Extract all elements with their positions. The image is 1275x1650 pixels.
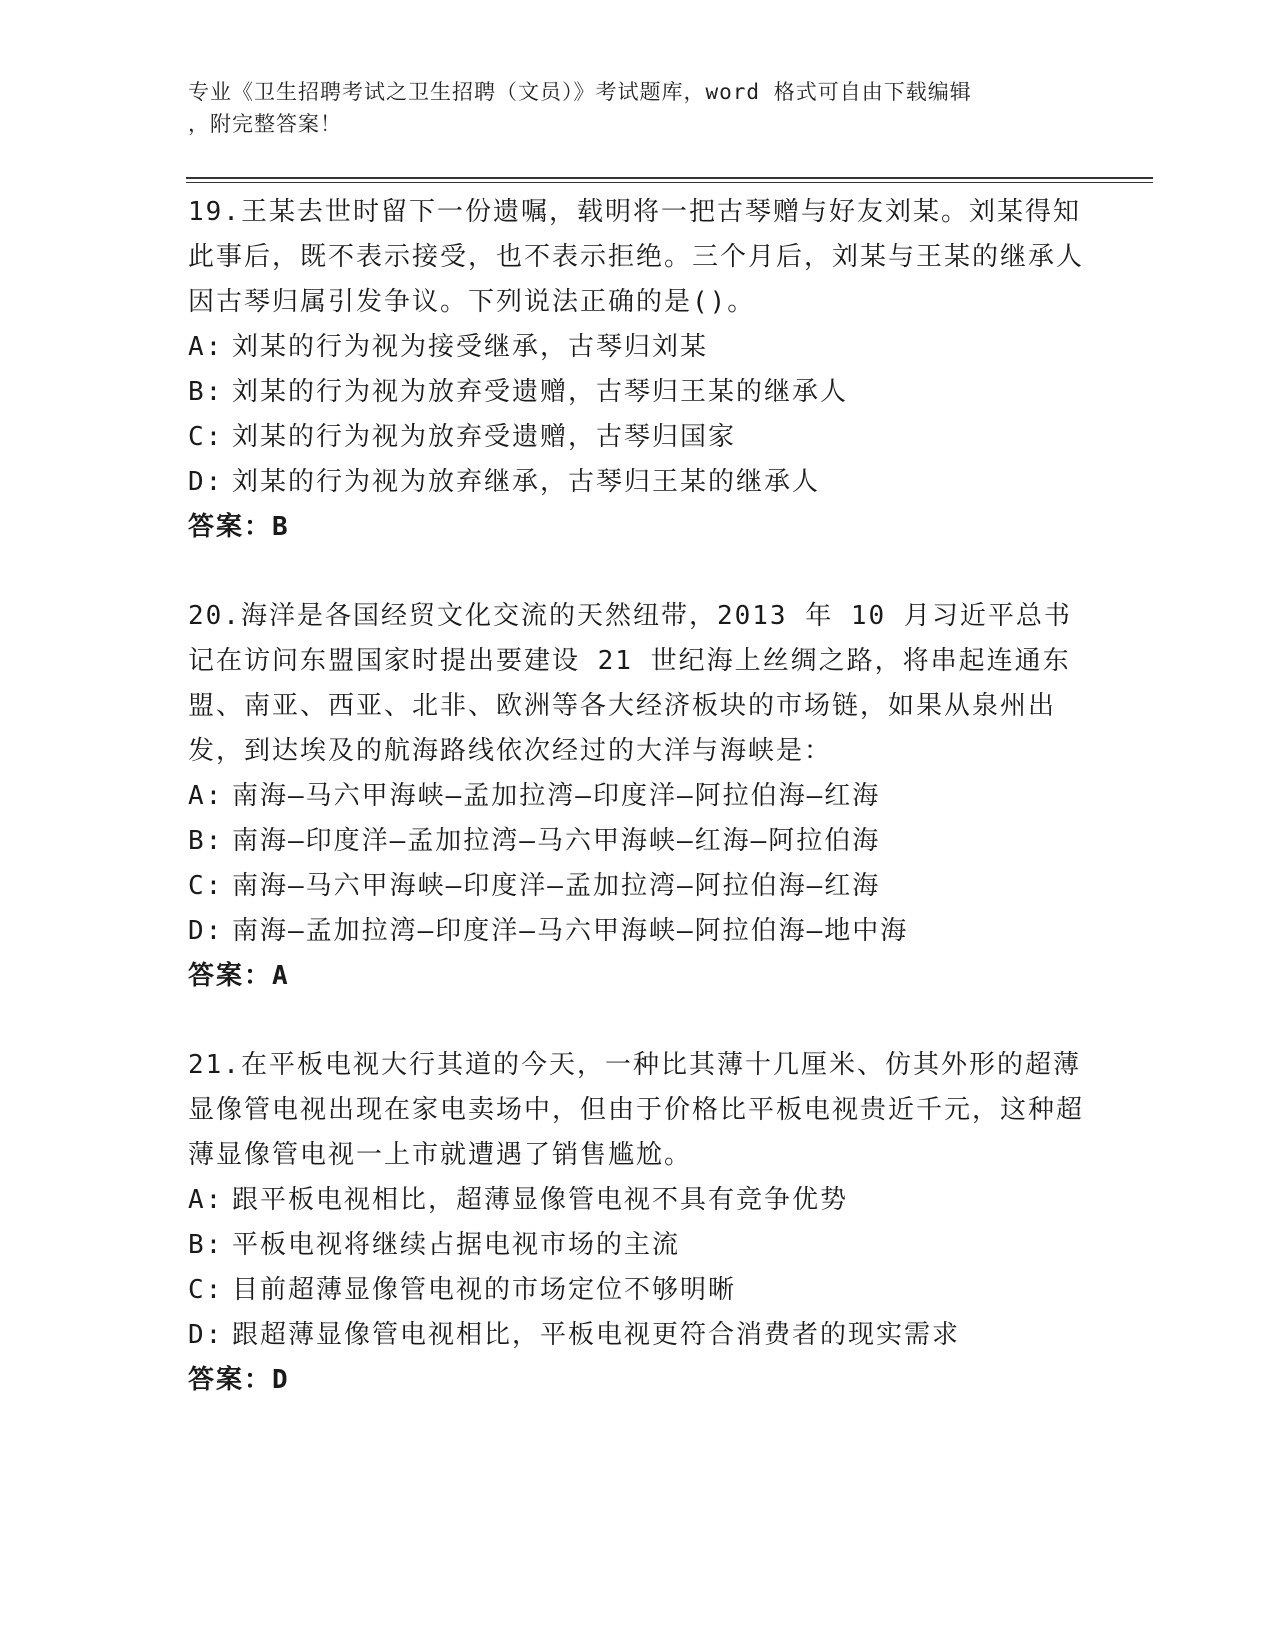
answer-text: 答案：D [188, 1365, 290, 1395]
option-text: 跟超薄显像管电视相比，平板电视更符合消费者的现实需求 [232, 1320, 961, 1350]
option-d [188, 1313, 1088, 1358]
option-letter: A: [188, 332, 224, 362]
option-letter: A: [188, 1185, 224, 1215]
question-21 [188, 1043, 1088, 1403]
answer-text: 答案：B [188, 512, 290, 542]
option-letter: B: [188, 826, 224, 856]
option-d [188, 460, 1088, 505]
option-letter: A: [188, 781, 224, 811]
question-19 [188, 190, 1088, 550]
option-c [188, 864, 1088, 909]
option-letter: B: [188, 1230, 224, 1260]
option-letter: C: [188, 1275, 224, 1305]
option-text: 目前超薄显像管电视的市场定位不够明晰 [232, 1275, 737, 1305]
option-letter: C: [188, 422, 224, 452]
option-letter: B: [188, 377, 224, 407]
option-text: 刘某的行为视为放弃受遗赠，古琴归王某的继承人 [232, 377, 849, 407]
option-text: 南海—马六甲海峡—孟加拉湾—印度洋—阿拉伯海—红海 [232, 781, 881, 811]
option-letter: D: [188, 1320, 224, 1350]
option-text: 跟平板电视相比，超薄显像管电视不具有竞争优势 [232, 1185, 849, 1215]
option-a [188, 325, 1088, 370]
option-a [188, 774, 1088, 819]
option-text: 平板电视将继续占据电视市场的主流 [232, 1230, 681, 1260]
option-b [188, 819, 1088, 864]
answer-text: 答案：A [188, 961, 290, 991]
option-text: 刘某的行为视为放弃受遗赠，古琴归国家 [232, 422, 737, 452]
question-stem: 21.在平板电视大行其道的今天，一种比其薄十几厘米、仿其外形的超薄显像管电视出现在家电卖场中，但由于价格比平板电视贵近千元，这种超薄显像管电视一上市就遭遇了销售尴尬。 [188, 1050, 1085, 1170]
question-stem: 20.海洋是各国经贸文化交流的天然纽带，2013 年 10 月习近平总书记在访问东盟国家时提出要建设 21 世纪海上丝绸之路，将串起连通东盟、南亚、西亚、北非、欧洲等各大经济板块的市场链，如果从泉州出发，到达埃及的航海路线依次经过的大洋与海峡是： [188, 601, 1072, 766]
option-c [188, 1268, 1088, 1313]
option-b [188, 1223, 1088, 1268]
option-a [188, 1178, 1088, 1223]
option-text: 南海—马六甲海峡—印度洋—孟加拉湾—阿拉伯海—红海 [232, 871, 881, 901]
question-list [188, 190, 1088, 1447]
option-text: 刘某的行为视为放弃继承，古琴归王某的继承人 [232, 467, 821, 497]
question-20 [188, 594, 1088, 999]
header-rule-thin [186, 182, 1153, 183]
option-d [188, 909, 1088, 954]
question-stem: 19.王某去世时留下一份遗嘱，载明将一把古琴赠与好友刘某。刘某得知此事后，既不表示接受，也不表示拒绝。三个月后，刘某与王某的继承人因古琴归属引发争议。下列说法正确的是()。 [188, 197, 1085, 317]
option-text: 南海—印度洋—孟加拉湾—马六甲海峡—红海—阿拉伯海 [232, 826, 881, 856]
option-letter: D: [188, 916, 224, 946]
header-line-2: ，附完整答案！ [188, 112, 342, 136]
option-letter: D: [188, 467, 224, 497]
option-text: 刘某的行为视为接受继承，古琴归刘某 [232, 332, 709, 362]
page-header [188, 76, 1068, 140]
option-letter: C: [188, 871, 224, 901]
header-line-1: 专业《卫生招聘考试之卫生招聘（文员）》考试题库，word 格式可自由下载编辑 [188, 80, 972, 104]
header-rule-thick [186, 177, 1153, 179]
option-text: 南海—孟加拉湾—印度洋—马六甲海峡—阿拉伯海—地中海 [232, 916, 909, 946]
option-b [188, 370, 1088, 415]
option-c [188, 415, 1088, 460]
